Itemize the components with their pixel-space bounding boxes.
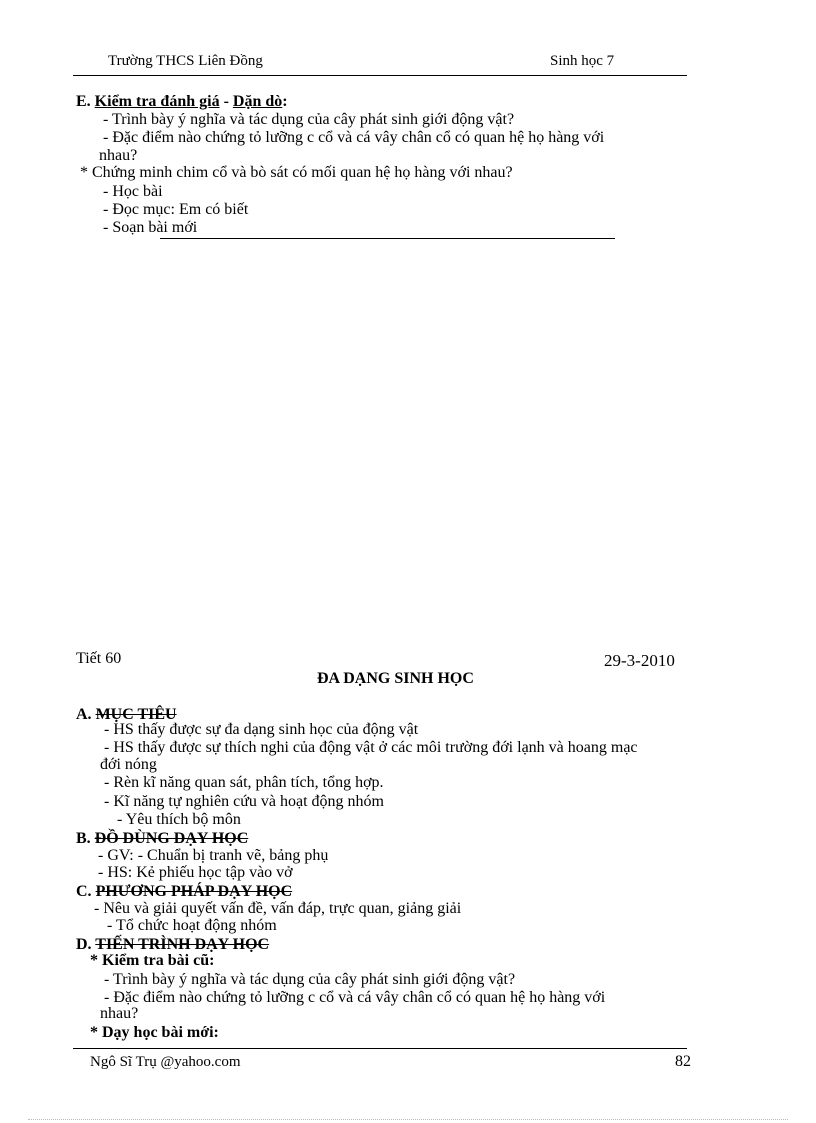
header-subject: Sinh học 7 xyxy=(550,53,615,69)
section-d-title: TIẾN TRÌNH DẠY HỌC xyxy=(95,936,270,953)
section-e-line: - Học bài xyxy=(103,183,163,200)
section-a-line: - Yêu thích bộ môn xyxy=(117,811,241,828)
header-school: Trường THCS Liên Đồng xyxy=(108,53,263,69)
section-e-line: - Đọc mục: Em có biết xyxy=(103,201,249,218)
section-e-line: nhau? xyxy=(99,147,138,164)
section-c-letter: C. xyxy=(76,883,92,900)
header-rule xyxy=(73,75,687,76)
section-a-line: đới nóng xyxy=(100,756,157,773)
section-c-heading xyxy=(76,883,292,901)
section-e-end-rule xyxy=(160,238,615,239)
new-lesson-title: * Dạy học bài mới: xyxy=(90,1024,219,1041)
section-b-title: ĐỒ DÙNG DẠY HỌC xyxy=(94,830,249,847)
section-c-line: - Tổ chức hoạt động nhóm xyxy=(107,917,277,934)
section-c-line: - Nêu và giải quyết vấn đề, vấn đáp, trực quan, giảng giải xyxy=(94,900,462,917)
section-e-line: - Trình bày ý nghĩa và tác dụng của cây phát sinh giới động vật? xyxy=(103,111,515,128)
section-e-colon: : xyxy=(282,93,288,110)
section-a-line: - HS thấy được sự thích nghi của động vật ở các môi trường đới lạnh và hoang mạc xyxy=(104,739,638,756)
section-e-line: - Đặc điểm nào chứng tỏ lưỡng c cổ và cá vây chân cổ có quan hệ họ hàng với xyxy=(103,129,605,146)
section-e-separator: - xyxy=(223,93,229,110)
section-b-heading xyxy=(76,830,248,848)
section-e-title-2: Dặn dò xyxy=(232,93,283,110)
section-a-letter: A. xyxy=(76,706,92,723)
section-e-title-1: Kiểm tra đánh giá xyxy=(94,93,220,110)
section-e-line: - Soạn bài mới xyxy=(103,219,198,236)
section-b-line: - HS: Kẻ phiếu học tập vào vở xyxy=(98,864,293,881)
section-a-line: - Kĩ năng tự nghiên cứu và hoạt động nhóm xyxy=(104,793,384,810)
section-e-line: * Chứng minh chim cổ và bò sát có mối quan hệ họ hàng với nhau? xyxy=(80,164,513,181)
lesson-title: ĐA DẠNG SINH HỌC xyxy=(317,670,474,687)
section-b-letter: B. xyxy=(76,830,91,847)
lesson-period: Tiết 60 xyxy=(76,650,122,667)
footer-rule xyxy=(73,1048,687,1049)
section-a-title: MỤC TIÊU xyxy=(95,706,177,723)
section-a-line: - Rèn kĩ năng quan sát, phân tích, tổng hợp. xyxy=(104,774,384,791)
section-b-line: - GV: - Chuẩn bị tranh vẽ, bảng phụ xyxy=(98,847,329,864)
section-c-title: PHƯƠNG PHÁP DẠY HỌC xyxy=(95,883,293,900)
section-d-letter: D. xyxy=(76,936,92,953)
section-d-line: - Trình bày ý nghĩa và tác dụng của cây phát sinh giới động vật? xyxy=(104,971,516,988)
page-number: 82 xyxy=(675,1053,691,1070)
section-d-line: nhau? xyxy=(100,1005,139,1022)
old-lesson-check-title: * Kiểm tra bài cũ: xyxy=(90,952,215,969)
page-edge-dotted-line xyxy=(28,1119,788,1120)
section-e-letter: E. xyxy=(76,93,91,110)
section-d-line: - Đặc điểm nào chứng tỏ lưỡng c cổ và cá vây chân cổ có quan hệ họ hàng với xyxy=(104,989,606,1006)
section-e-heading xyxy=(76,93,288,111)
section-a-line: - HS thấy được sự đa dạng sinh học của động vật xyxy=(104,721,419,738)
footer-author: Ngô Sĩ Trụ @yahoo.com xyxy=(90,1054,241,1070)
lesson-date: 29-3-2010 xyxy=(604,651,675,670)
